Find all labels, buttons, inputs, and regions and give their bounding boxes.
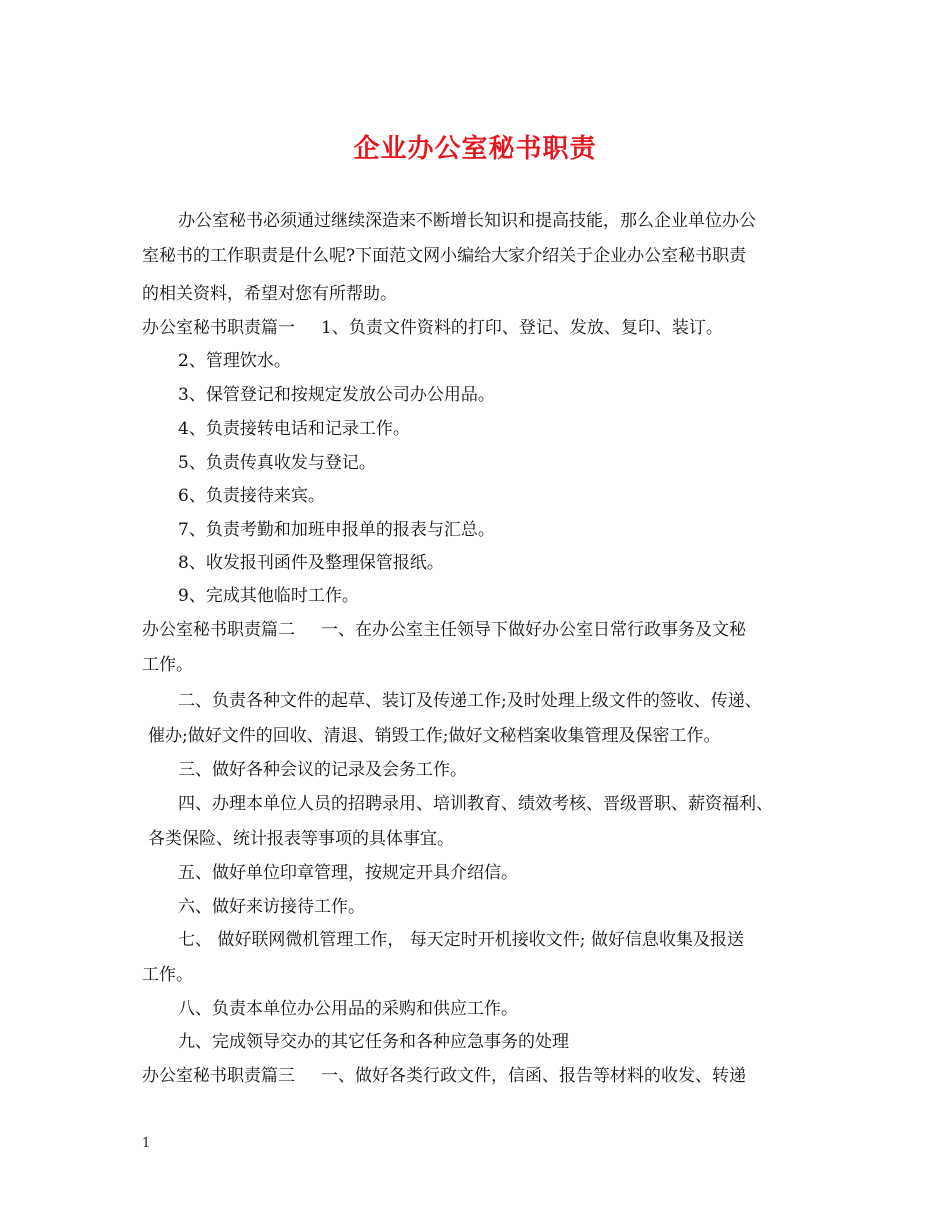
page-number: 1 bbox=[142, 1136, 151, 1151]
part2-item-1-cont: 工作。 bbox=[142, 655, 193, 675]
part1-item-2: 2、管理饮水。 bbox=[178, 351, 291, 371]
part1-line bbox=[142, 317, 723, 339]
part2-item-2: 二、负责各种文件的起草、装订及传递工作;及时处理上级文件的签收、传递、 bbox=[178, 691, 762, 711]
part2-item-8: 八、负责本单位办公用品的采购和供应工作。 bbox=[178, 999, 518, 1019]
part2-item-7: 七、 做好联网微机管理工作， 每天定时开机接收文件; 做好信息收集及报送 bbox=[178, 930, 744, 950]
intro-line-2: 室秘书的工作职责是什么呢?下面范文网小编给大家介绍关于企业办公室秘书职责 bbox=[142, 246, 747, 266]
part2-item-1: 一、在办公室主任领导下做好办公室日常行政事务及文秘 bbox=[321, 620, 746, 640]
part2-item-9: 九、完成领导交办的其它任务和各种应急事务的处理 bbox=[178, 1032, 569, 1052]
part2-item-6: 六、做好来访接待工作。 bbox=[178, 897, 365, 917]
part2-heading: 办公室秘书职责篇二 bbox=[142, 620, 295, 640]
part1-item-3: 3、保管登记和按规定发放公司办公用品。 bbox=[178, 385, 495, 405]
intro-line-1: 办公室秘书必须通过继续深造来不断增长知识和提高技能，那么企业单位办公 bbox=[178, 211, 756, 231]
intro-line-3: 的相关资料，希望对您有所帮助。 bbox=[142, 284, 397, 304]
part2-item-7-cont: 工作。 bbox=[142, 965, 193, 985]
part2-item-4-cont: 各类保险、统计报表等事项的具体事宜。 bbox=[148, 829, 454, 849]
part1-heading: 办公室秘书职责篇一 bbox=[142, 318, 295, 338]
part2-item-2-cont: 催办;做好文件的回收、清退、销毁工作;做好文秘档案收集管理及保密工作。 bbox=[148, 726, 721, 746]
part2-line bbox=[142, 619, 746, 641]
part1-item-1: 1、负责文件资料的打印、登记、发放、复印、装订。 bbox=[321, 318, 723, 338]
part1-item-4: 4、负责接转电话和记录工作。 bbox=[178, 419, 410, 439]
part1-item-9: 9、完成其他临时工作。 bbox=[178, 586, 359, 606]
part2-item-4: 四、办理本单位人员的招聘录用、培训教育、绩效考核、晋级晋职、薪资福利、 bbox=[178, 794, 773, 814]
part3-heading: 办公室秘书职责篇三 bbox=[142, 1066, 295, 1086]
part1-item-7: 7、负责考勤和加班申报单的报表与汇总。 bbox=[178, 520, 495, 540]
part1-item-6: 6、负责接待来宾。 bbox=[178, 486, 325, 506]
part2-item-3: 三、做好各种会议的记录及会务工作。 bbox=[178, 760, 467, 780]
part2-item-5: 五、做好单位印章管理，按规定开具介绍信。 bbox=[178, 863, 518, 883]
part3-item-1: 一、做好各类行政文件，信函、报告等材料的收发、转递 bbox=[321, 1066, 746, 1086]
part3-line bbox=[142, 1065, 746, 1087]
part1-item-5: 5、负责传真收发与登记。 bbox=[178, 453, 376, 473]
part1-item-8: 8、收发报刊函件及整理保管报纸。 bbox=[178, 553, 444, 573]
document-title: 企业办公室秘书职责 bbox=[353, 134, 597, 164]
